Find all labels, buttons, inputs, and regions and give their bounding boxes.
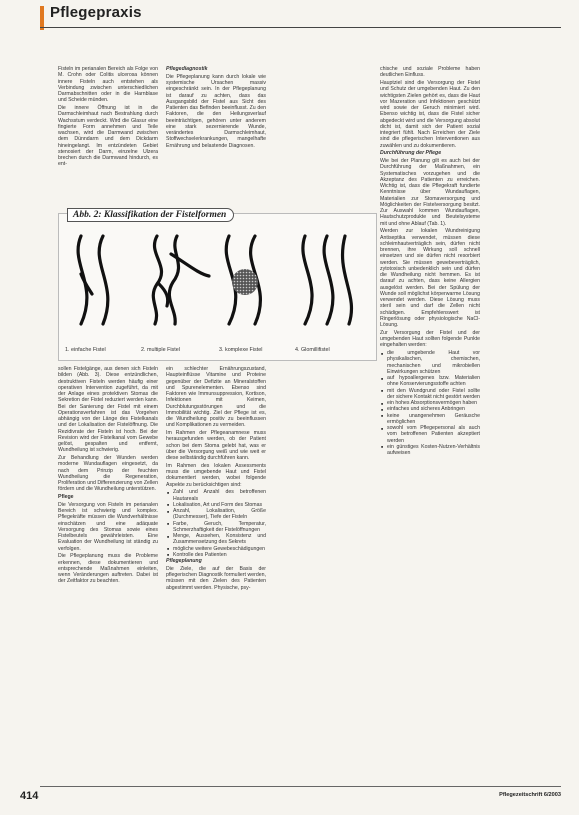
- list-item: ■ mit den Wundgrund oder Fistel sollte der sichere Kontakt nicht gestört werden: [387, 388, 480, 401]
- paragraph: Werden zur lokalen Wundreinigung Antiseptika verwendet, müssen diese schleimhautverträglich sein, dürfen nicht brennen, ihre Wirkung soll schnell einsetzen und sie dürfen nicht resorbiert werden. Sie müssen gewebeverträglich, zytotoxisch unbedenklich sein und dürfen die Wundheilung nicht hemmen. Es ist darauf zu achten, dass keine Allergien ausgelöst werden. Bei der Spülung der Wunde soll möglichst körperwarme Lösung verwendet werden. Diese Lösung muss steril sein und darf die Zellen nicht schädigen. Empfehlenswert ist Ringerlösung oder physiologische NaCl-Lösung.: [380, 228, 480, 328]
- list-item: ■ Farbe, Geruch, Temperatur, Schmerzhaftigkeit der Fistelöffnungen: [173, 521, 266, 534]
- paragraph: Zur Versorgung der Fistel und der umgebenden Haut sollten folgende Punkte eingehalten werden:: [380, 329, 480, 349]
- list-item: ■ ein hohes Absorptionsvermögen haben: [387, 400, 480, 406]
- header-rule: [40, 27, 561, 28]
- paragraph: Die innere Öffnung ist in die Darmschleimhaut nach Bestrahlung durch Wachsstum verdeckt. Wird die Glasur eine fingierte Form annehmen und Teile wachsen, wird die Darmwand zwischen dem Dünndarm und dem Dickdarm hineingelangt. Im entzündeten Gebiet stenosiert der Darm, einzelne Ulzera brechen durch die Darmwand hindurch, es ent-: [58, 105, 158, 168]
- figure-label-simple: 1. einfache Fistel: [65, 347, 106, 353]
- paragraph: sollen Fistelgänge, aus denen sich Fisteln bilden (Abb. 3). Diese entzündlichen, destruktiven Fisteln werden häufig einer operativen Intervention zugeführt, da mit der Anlage eines protektiven Stomas die Sekretion der Fistel reduziert werden kann. Bei der Sanierung der Fistel mit einem Operationsverfahren ist das Vorgehen abhängig von der Länge des Fistelkanals und der Lokalisation der Fistelöffnung. Die Rezidivrate der Fisteln ist hoch. Bei der Revision wird der Fistelkanal vom Gewebe gelöst, gespalten und entfernt, Wundheilung ist schwierig.: [58, 366, 158, 454]
- column-1-bottom-text: [58, 366, 158, 780]
- paragraph: Die Pflegeplanung kann durch lokale wie systemische Ursachen massiv eingeschränkt sein. In der Pflegeplanung ist darauf zu achten, dass das Ausgangsbild der Fistel aus Sicht des Patienten das Befinden beeinflusst. Zu den Faktoren, die den Heilungsverlauf beeinträchtigen, gehören unter anderem eine stark sezernierende Wunde, verändertes Darmschleimhaut, Stoffwechselerkrankungen, mangelhafte Ernährung und belastende Diagnosen.: [166, 73, 266, 149]
- paragraph: Die Versorgung von Fisteln im perianalen Bereich ist schwierig und komplex. Pflegekräfte müssen die Wundverhältnisse einschätzen und eine adäquate Versorgung des Stomas sowie eines Fistelbeutels gewährleisten. Eine Evaluation der Wundheilung ist ständig zu verfolgen.: [58, 501, 158, 552]
- column-2-bottom-text: [166, 366, 266, 780]
- list-item: ■ Lokalisation, Art und Form des Stomas: [173, 502, 266, 508]
- paragraph: Fisteln im perianalen Bereich als Folge von M. Crohn oder Colitis ulcerosa können innere Fisteln auch entstehen als Verbindung zwischen unterschiedlichen Darmabschnitten oder in die Harnblase und Scheide münden.: [58, 66, 158, 104]
- fistula-diagram-icon: [59, 214, 376, 360]
- list-item: ■ einfaches und sicheres Anbringen: [387, 406, 480, 412]
- subheading: Pflegediagnostik: [166, 66, 208, 72]
- figure-label-multiple: 2. multiple Fistel: [141, 347, 180, 353]
- paragraph: Zur Behandlung der Wunden werden moderne Wundauflagen eingesetzt, da nach dem Prinzip der feuchten Wundheilung die Regeneration, Proliferation und Differenzierung von Zellen fördern und die Wundheilung unterstützen.: [58, 455, 158, 493]
- column-3-text: [380, 66, 480, 780]
- subheading: Pflege: [58, 494, 74, 500]
- paragraph: Die Pflegeplanung muss die Probleme erkennen, diese dokumentieren und entsprechende Maßnahmen einleiten, wenn Veränderungen auftreten. Dabei ist der Zeitfaktor zu beachten.: [58, 553, 158, 585]
- list-item: ■ Kontrolle des Patienten: [173, 552, 266, 558]
- list-item: ■ auf hypoallergenes bzw. Materialien ohne Konservierungsstoffe achten: [387, 375, 480, 388]
- column-1-top-text: [58, 66, 158, 206]
- paragraph: ein schlechter Ernährungszustand, Haupteinflüsse Vitamine und Proteine gegenüber der Defizite an Mineralstoffen und Spurenelementen. Ebenso sind Faktoren wie Immunsuppression, Kortison, Infektionen mit Keimen, Durchblutungsstörungen und die Immobilität wichtig. Ziel der Pflege ist es, die Wundheilung positiv zu beeinflussen und Komplikationen zu vermeiden.: [166, 366, 266, 429]
- journal-citation: Pflegezeitschrift 6/2003: [499, 792, 561, 798]
- section-title: Pflegepraxis: [50, 4, 142, 21]
- paragraph: chische und soziale Probleme haben deutlichen Einfluss.: [380, 66, 480, 79]
- figure-label-glomerular: 4. Glomillifistel: [295, 347, 330, 353]
- paragraph: Im Rahmen des lokalen Assessments muss die umgebende Haut und Fistel dokumentiert werden, wobei folgende Aspekte zu berücksichtigen sind:: [166, 462, 266, 488]
- list-item: ■ die umgebende Haut vor physikalischen, chemischen, mechanischen und mikrobiellen Einwirkungen schützen: [387, 350, 480, 375]
- figure-fistula-classification: [58, 210, 377, 361]
- page-number: 414: [20, 790, 39, 802]
- subheading: Pflegeplanung: [166, 558, 202, 564]
- paragraph: Wie bei der Planung gilt es auch bei der Durchführung der Maßnahmen, ein Systematisches vorzugehen und die Akzeptanz des Patienten zu erreichen. Wichtig ist, dass die Pflegekraft fundierte Kenntnisse über Wundauflagen, Materialien zur Stomaversorgung und Möglichkeiten der Fistelversorgung besitzt. Zur Auswahl kommen Wundauflagen, Hautschutzprodukte und Beutelsysteme mit und ohne Ablauf (Tab. 1).: [380, 158, 480, 227]
- figure-label-complex: 3. komplexe Fistel: [219, 347, 263, 353]
- list-item: ■ mögliche weitere Gewebeschädigungen: [173, 546, 266, 552]
- list-item: ■ Zahl und Anzahl des betroffenen Hautareals: [173, 489, 266, 502]
- paragraph: Die Ziele, die auf der Basis der pflegerischen Diagnostik formuliert werden, müssen mit den Zielen des Patienten abgestimmt werden. Physische, psy-: [166, 565, 266, 591]
- paragraph: Im Rahmen der Pflegeanamnese muss herausgefunden werden, ob der Patient schon bei dem Stoma gelebt hat, was er über die Versorgung weiß und wie weit er diese selbständig durchführen kann.: [166, 430, 266, 461]
- list-item: ■ Menge, Aussehen, Konsistenz und Zusammensetzung des Sekrets: [173, 533, 266, 546]
- bullet-list: [166, 489, 266, 558]
- subheading: Durchführung der Pflege: [380, 150, 442, 157]
- column-2-top-text: [166, 66, 266, 206]
- list-item: ■ keine unangenehmen Geräusche ermöglichen: [387, 413, 480, 426]
- bullet-list: [380, 350, 480, 456]
- footer-rule: [40, 786, 561, 787]
- list-item: ■ Anzahl, Lokalisation, Größe (Durchmesser), Tiefe der Fisteln: [173, 508, 266, 521]
- figure-title: Abb. 2: Klassifikation der Fistelformen: [67, 208, 234, 222]
- list-item: ■ ein günstiges Kosten-Nutzen-Verhältnis aufweisen: [387, 444, 480, 457]
- paragraph: Hauptziel sind die Versorgung der Fistel und Schutz der umgebenden Haut. Zu den wichtigsten Zielen gehört es, dass die Haut vor Mazeration und Infektionen geschützt wird sowie der Geruch minimiert wird. Ebenso wichtig ist, dass die Fistel sicher abgedeckt wird und die Versorgung absolut dicht ist, damit sich der Patient sozial integriert fühlt. Nach Erreichen der Ziele sind die pflegerischen Interventionen aus zuwählen und zu dokumentieren.: [380, 80, 480, 149]
- list-item: ■ sowohl vom Pflegepersonal als auch vom betroffenen Patienten akzeptiert werden: [387, 425, 480, 444]
